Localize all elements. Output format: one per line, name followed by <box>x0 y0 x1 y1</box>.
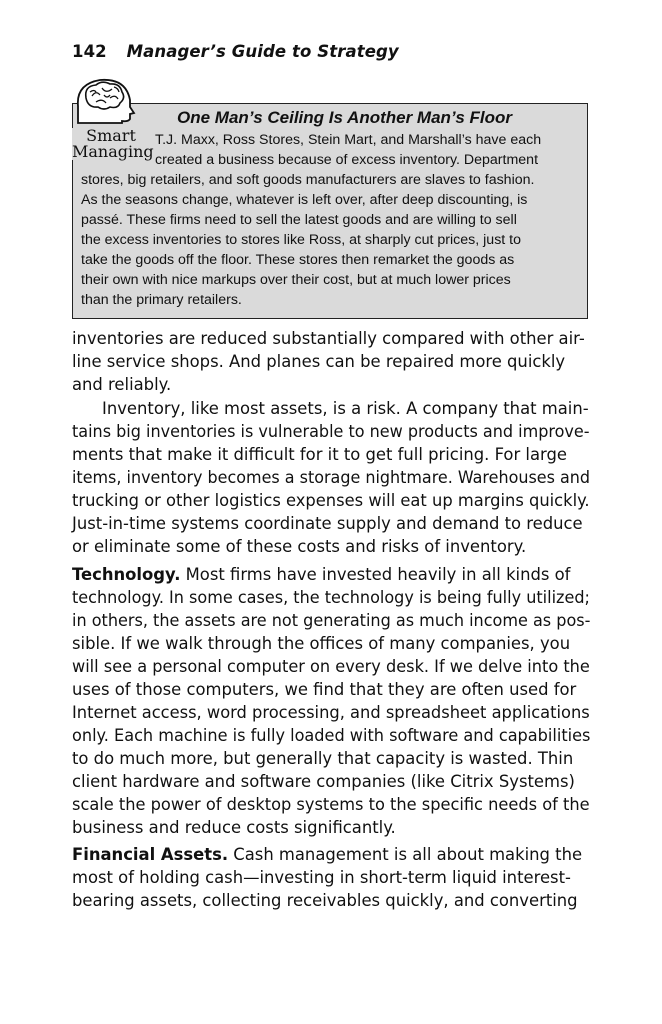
text-line: most of holding cash—investing in short-term liquid interest- <box>72 868 571 887</box>
text-span: Most firms have invested heavily in all kinds of <box>180 565 571 584</box>
text-line: Internet access, word processing, and spreadsheet applications <box>72 703 590 722</box>
text-line <box>72 564 570 587</box>
sidebar-line: As the seasons change, whatever is left over, after deep discounting, is <box>81 192 528 208</box>
text-line: inventories are reduced substantially compared with other air- <box>72 329 585 348</box>
sidebar-line: passé. These firms need to sell the latest goods and are willing to sell <box>81 212 517 228</box>
sidebar-line: than the primary retailers. <box>81 292 242 308</box>
sidebar-line: created a business because of excess inventory. Department <box>155 152 539 168</box>
text-span: Cash management is all about making the <box>228 845 583 864</box>
badge-line-managing: Managing <box>72 142 154 161</box>
running-head <box>72 42 399 61</box>
financial-assets-heading: Financial Assets. <box>72 845 229 864</box>
brain-head-icon <box>72 76 136 124</box>
text-line: only. Each machine is fully loaded with software and capabilities <box>72 726 591 745</box>
sidebar-line: the excess inventories to stores like Ross, at sharply cut prices, just to <box>81 232 521 248</box>
sidebar-line: their own with nice markups over their cost, but at much lower prices <box>81 272 511 288</box>
text-line: or eliminate some of these costs and risks of inventory. <box>72 537 527 556</box>
text-line: uses of those computers, we find that they are often used for <box>72 680 577 699</box>
text-line: will see a personal computer on every desk. If we delve into the <box>72 657 590 676</box>
text-line: Just-in-time systems coordinate supply and demand to reduce <box>72 514 583 533</box>
text-line: ments that make it difficult for it to get full pricing. For large <box>72 445 567 464</box>
badge-line-smart: Smart <box>86 126 136 145</box>
smart-managing-badge <box>72 126 154 161</box>
page-number: 142 <box>72 42 107 61</box>
text-line: in others, the assets are not generating as much income as pos- <box>72 611 591 630</box>
text-line: trucking or other logistics expenses will eat up margins quickly. <box>72 491 590 510</box>
sidebar-line: T.J. Maxx, Ross Stores, Stein Mart, and Marshall’s have each <box>155 132 542 148</box>
sidebar-title: One Man’s Ceiling Is Another Man’s Floor <box>177 108 513 127</box>
technology-heading: Technology. <box>72 565 181 584</box>
text-line: technology. In some cases, the technology is being fully utilized; <box>72 588 590 607</box>
book-title: Manager’s Guide to Strategy <box>126 42 399 61</box>
text-line: to do much more, but generally that capacity is wasted. Thin <box>72 749 574 768</box>
text-line: business and reduce costs significantly. <box>72 818 396 837</box>
text-line: and reliably. <box>72 375 172 394</box>
text-line: client hardware and software companies (like Citrix Systems) <box>72 772 575 791</box>
text-line: line service shops. And planes can be repaired more quickly <box>72 352 566 371</box>
text-line: items, inventory becomes a storage nightmare. Warehouses and <box>72 468 590 487</box>
sidebar-line: stores, big retailers, and soft goods manufacturers are slaves to fashion. <box>81 172 535 188</box>
text-line: Inventory, like most assets, is a risk. A company that main- <box>102 399 589 418</box>
text-line: scale the power of desktop systems to the specific needs of the <box>72 795 590 814</box>
text-line: bearing assets, collecting receivables quickly, and converting <box>72 891 578 910</box>
text-line: sible. If we walk through the offices of many companies, you <box>72 634 571 653</box>
sidebar-line: take the goods off the floor. These stores then remarket the goods as <box>81 252 515 268</box>
text-line: tains big inventories is vulnerable to new products and improve- <box>72 422 590 441</box>
text-line <box>72 844 582 867</box>
